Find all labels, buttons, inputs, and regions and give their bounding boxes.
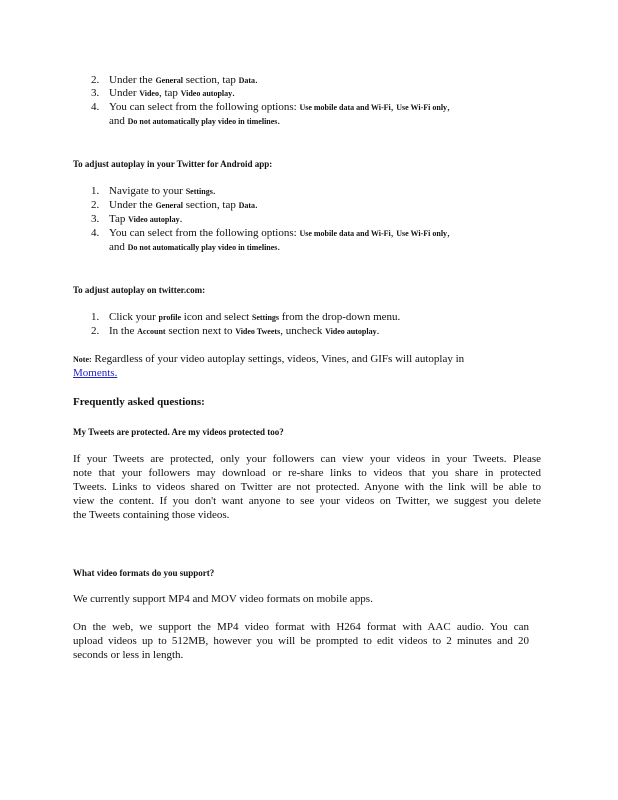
section-heading-android: To adjust autoplay in your Twitter for Android app: — [73, 159, 273, 169]
list-number: 2. — [91, 74, 100, 86]
moments-link[interactable]: Moments — [73, 367, 115, 379]
list-item: Under Video, tap Video autoplay. — [109, 87, 235, 99]
note-continued: Moments. — [73, 367, 118, 379]
answer-line: upload videos up to 512MB, however you will be prompted to edit videos to 2 minutes and 20 — [73, 635, 529, 647]
list-item-continued: and Do not automatically play video in timelines. — [109, 241, 281, 253]
list-item: You can select from the following options: Use mobile data and Wi-Fi, Use Wi-Fi only, — [109, 101, 450, 113]
list-number: 2. — [91, 325, 100, 337]
list-number: 3. — [91, 213, 100, 225]
list-number: 1. — [91, 311, 100, 323]
answer-line: If your Tweets are protected, only your followers can view your videos in your Tweets. Please — [73, 453, 541, 465]
answer-line: Tweets. Links to videos shared on Twitter are not protected. Anyone with the link will be able to — [73, 481, 541, 493]
section-heading-web: To adjust autoplay on twitter.com: — [73, 285, 206, 295]
answer-paragraph: We currently support MP4 and MOV video formats on mobile apps. — [73, 593, 373, 605]
list-item: You can select from the following options: Use mobile data and Wi-Fi, Use Wi-Fi only, — [109, 227, 450, 239]
answer-line: seconds or less in length. — [73, 649, 184, 661]
list-item: Under the General section, tap Data. — [109, 199, 258, 211]
list-item: Navigate to your Settings. — [109, 185, 216, 197]
list-number: 2. — [91, 199, 100, 211]
list-number: 1. — [91, 185, 100, 197]
list-item: Under the General section, tap Data. — [109, 74, 258, 86]
list-number: 4. — [91, 101, 100, 113]
list-number: 4. — [91, 227, 100, 239]
note-paragraph: Note: Regardless of your video autoplay settings, videos, Vines, and GIFs will autoplay in — [73, 353, 465, 365]
list-item: Click your profile icon and select Settings from the drop-down menu. — [109, 311, 401, 323]
answer-line: On the web, we support the MP4 video format with H264 format with AAC audio. You can — [73, 621, 529, 633]
faq-question: What video formats do you support? — [73, 568, 215, 578]
answer-line: the Tweets containing those videos. — [73, 509, 230, 521]
list-item: Tap Video autoplay. — [109, 213, 183, 225]
note-label: Note: — [73, 355, 92, 364]
list-number: 3. — [91, 87, 100, 99]
answer-line: note that your followers may download or re-share links to videos that you share in protected — [73, 467, 541, 479]
list-item: In the Account section next to Video Tweets, uncheck Video autoplay. — [109, 325, 380, 337]
faq-question: My Tweets are protected. Are my videos protected too? — [73, 427, 284, 437]
list-item-continued: and Do not automatically play video in timelines. — [109, 115, 281, 127]
faq-heading: Frequently asked questions: — [73, 396, 205, 408]
answer-line: view the content. If you don't want anyone to see your videos on Twitter, we suggest you delete — [73, 495, 541, 507]
